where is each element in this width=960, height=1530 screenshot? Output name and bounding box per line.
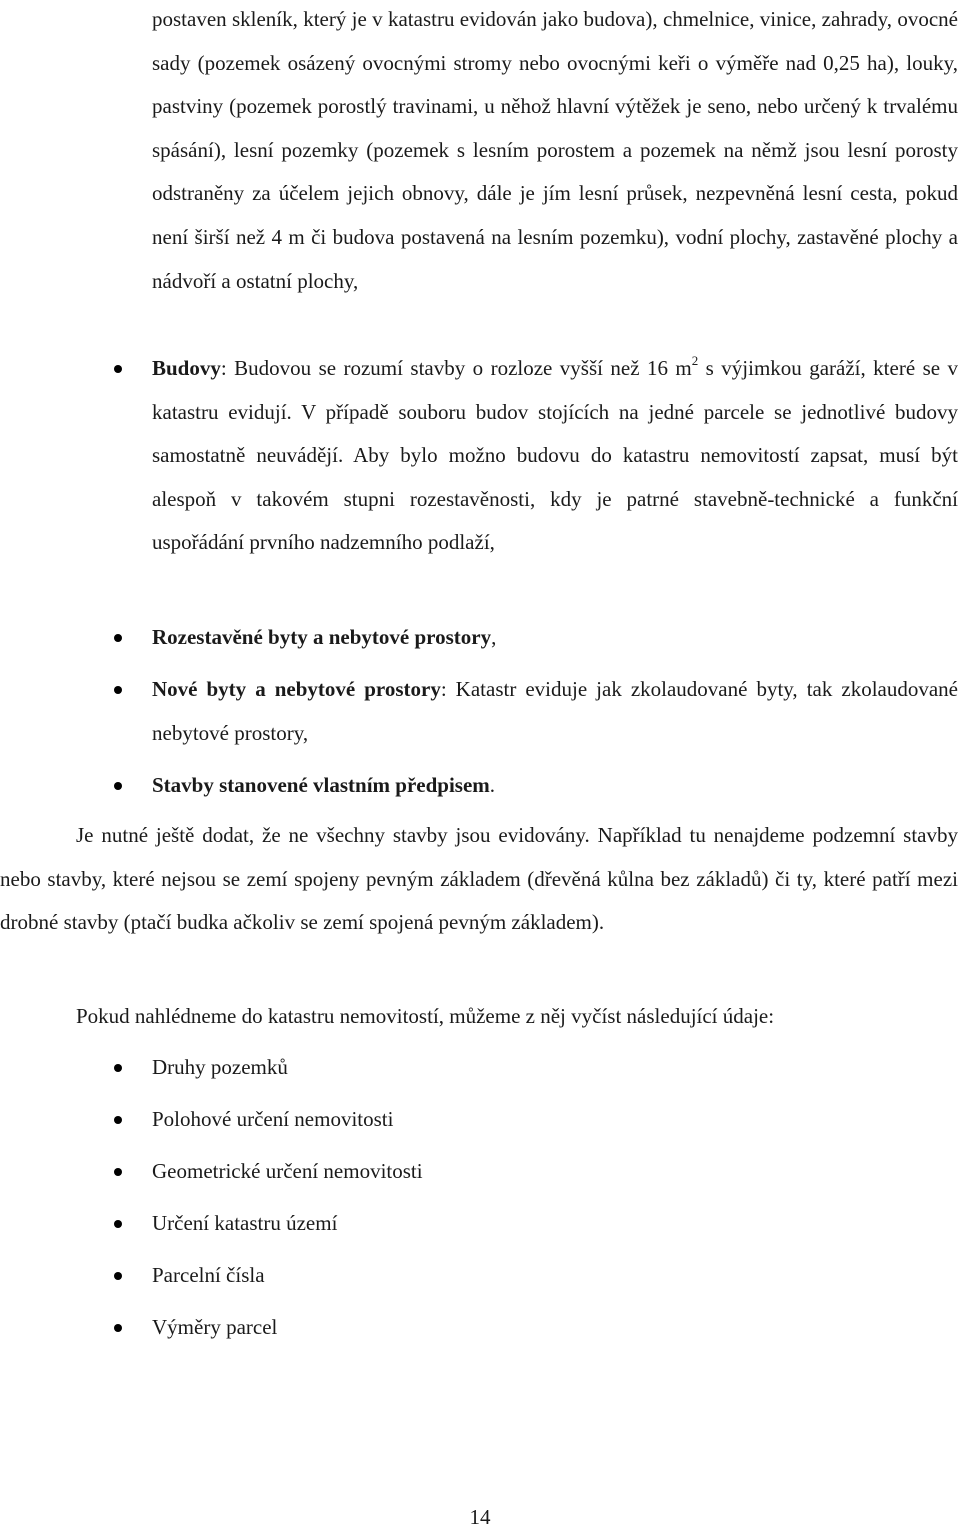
bullet-icon: [114, 1116, 122, 1124]
superscript: 2: [691, 353, 699, 368]
bullet-icon: [114, 634, 122, 642]
bullet-icon: [114, 686, 122, 694]
list-item: Výměry parcel: [152, 1306, 852, 1358]
list-item: Druhy pozemků: [152, 1046, 852, 1098]
list-item: Geometrické určení nemovitosti: [152, 1150, 852, 1202]
paragraph-intro-list: [0, 995, 958, 1039]
list-item: Parcelní čísla: [152, 1254, 852, 1306]
bullet-icon: [114, 365, 122, 373]
bullet-term: Rozestavěné byty a nebytové prostory: [152, 625, 492, 649]
paragraph-text: Pokud nahlédneme do katastru nemovitostí, můžeme z něj vyčíst následující údaje:: [76, 1004, 775, 1028]
bullet-item-nove-byty: [152, 668, 958, 755]
bullet-icon: [114, 1324, 122, 1332]
bullet-term: Stavby stanovené vlastním předpisem: [152, 773, 490, 797]
paragraph-text: Je nutné ještě dodat, že ne všechny stavby jsou evidovány. Například tu nenajdeme podzemní stavby nebo stavby, které nejsou se zemí spojeny pevným základem (dřevěná kůlna bez základů) či ty, které patří mezi drobné stavby (ptačí budka ačkoliv se zemí spojená pevným základem).: [0, 823, 958, 935]
continued-paragraph: [152, 0, 958, 303]
bullet-icon: [114, 1064, 122, 1072]
paragraph-evidence: [0, 814, 958, 945]
bullet-item-stavby: [152, 764, 958, 808]
bullet-term: Nové byty a nebytové prostory: [152, 677, 441, 701]
bullet-text-continued: s výjimkou garáží, které se v katastru evidují. V případě souboru budov stojících na jedné parcele se jednotlivé budovy samostatně neuvádějí. Aby bylo možno budovu do katastru nemovitostí zapsat, musí být alespoň v takovém stupni rozestavěnosti, kdy je patrné stavebně-technické a funkční uspořádání prvního nadzemního podlaží,: [152, 356, 958, 555]
bullet-term: Budovy: [152, 356, 221, 380]
list-item: Určení katastru území: [152, 1202, 852, 1254]
bullet-item-rozestavene-byty: [152, 616, 958, 660]
bullet-text: ,: [491, 625, 497, 649]
bullet-icon: [114, 1272, 122, 1280]
bullet-text: : Katastr eviduje jak zkolaudované byty, tak zkolaudované nebytové prostory,: [152, 677, 958, 745]
continued-text: postaven skleník, který je v katastru evidován jako budova), chmelnice, vinice, zahrady, ovocné sady (pozemek osázený ovocnými stromy nebo ovocnými keři o výměře nad 0,25 ha), louky, pastviny (pozemek porostlý travinami, u něhož hlavní výtěžek je seno, nebo určený k trvalému spásání), lesní pozemky (pozemek s lesním porostem a pozemek na němž jsou lesní porosty odstraněny za účelem jejich obnovy, dále je jím lesní průsek, nezpevněná lesní cesta, pokud není širší než 4 m či budova postavená na lesním pozemku), vodní plochy, zastavěné plochy a nádvoří a ostatní plochy,: [152, 7, 958, 293]
bullet-item-budovy: [152, 347, 958, 565]
list-item: Polohové určení nemovitosti: [152, 1098, 852, 1150]
bullet-icon: [114, 1220, 122, 1228]
page-number: 14: [469, 1505, 491, 1529]
bullet-text: : Budovou se rozumí stavby o rozloze vyšší než 16 m: [220, 356, 692, 380]
cadastre-data-list: [152, 1046, 852, 1358]
bullet-icon: [114, 782, 122, 790]
bullet-icon: [114, 1168, 122, 1176]
bullet-text: .: [489, 773, 496, 797]
